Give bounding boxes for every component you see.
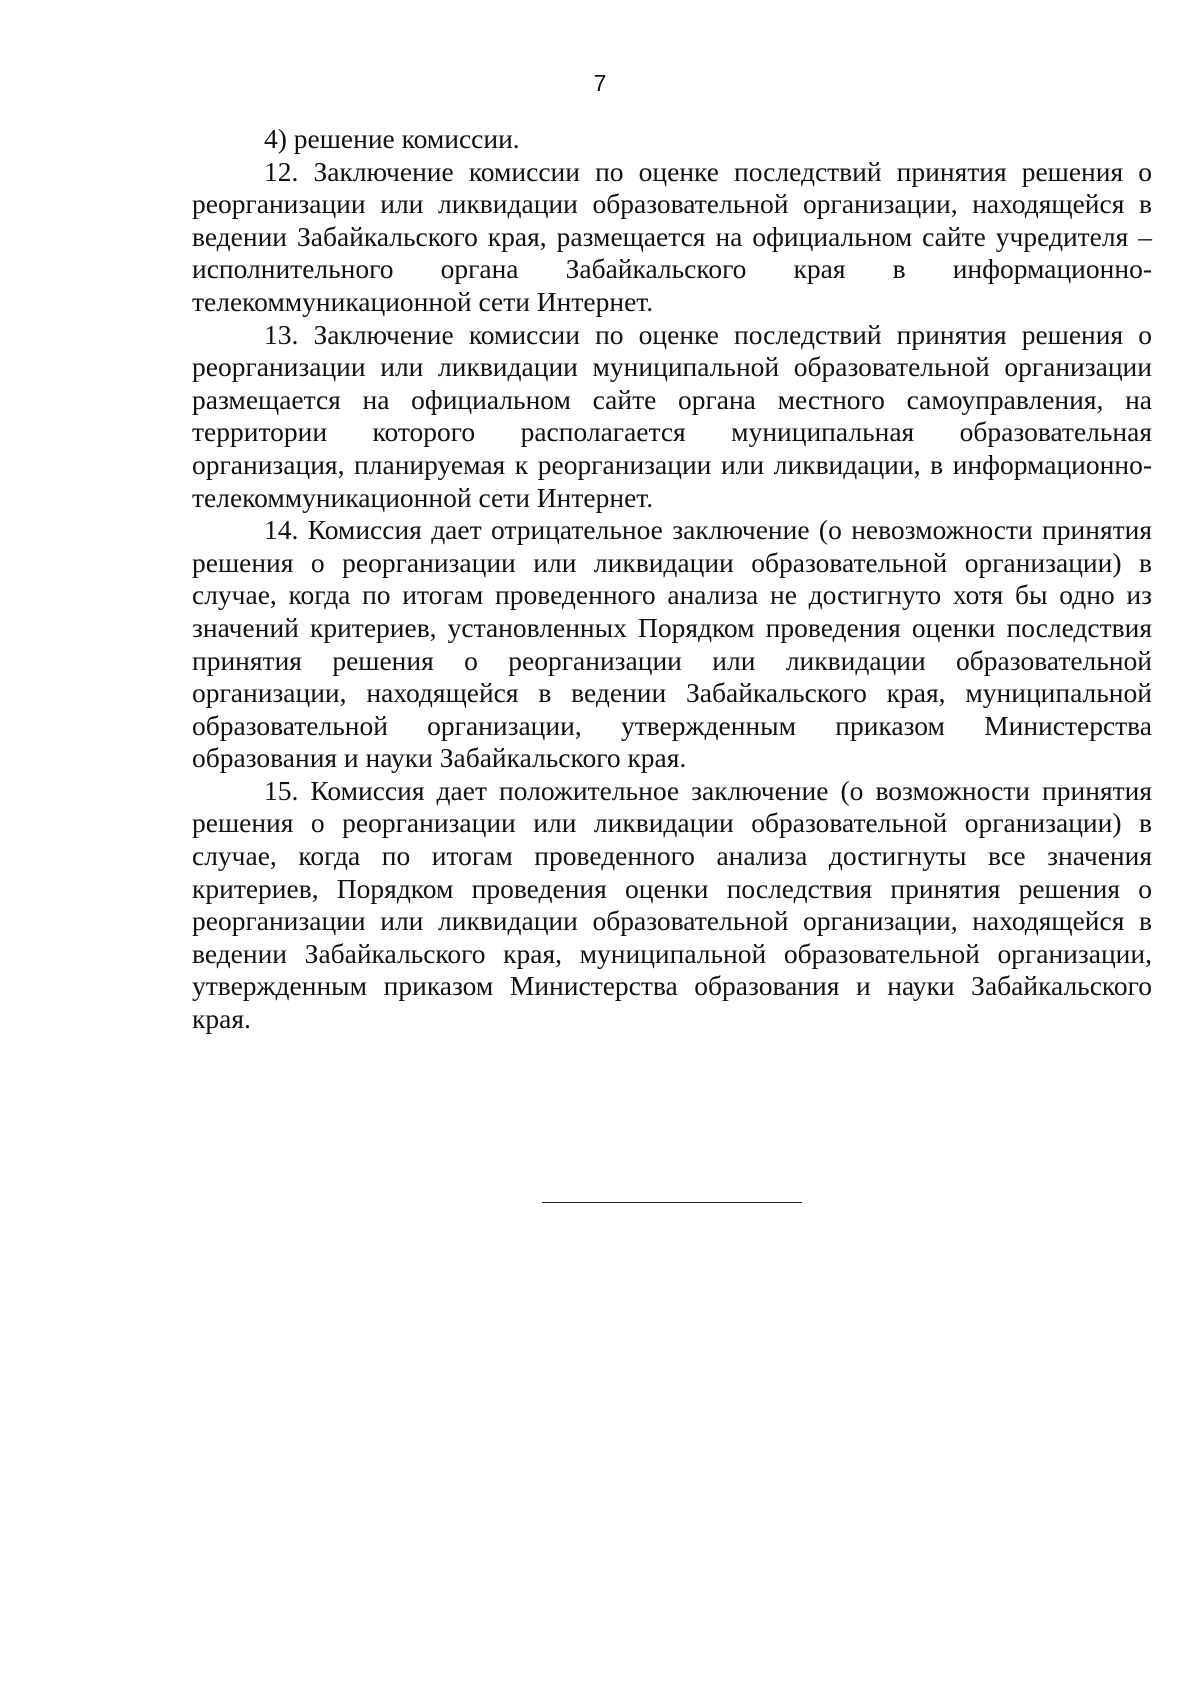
page-number: 7	[593, 70, 607, 96]
end-of-document-rule	[542, 1202, 802, 1203]
document-body	[192, 123, 1152, 1036]
paragraph-item-4: 4) решение комиссии.	[264, 123, 520, 154]
paragraph-13: 13. Заключение комиссии по оценке последствий принятия решения о реорганизации или ликвидации муниципальной образовательной организации размещается на официальном сайте органа местного самоуправления, на территории которого располагается муниципальная образовательная организация, планируемая к реорганизации или ликвидации, в информационно-телекоммуникационной сети Интернет.	[192, 318, 1152, 513]
paragraph-12: 12. Заключение комиссии по оценке последствий принятия решения о реорганизации или ликвидации образовательной организации, находящейся в ведении Забайкальского края, размещается на официальном сайте учредителя – исполнительного органа Забайкальского края в информационно-телекоммуникационной сети Интернет.	[192, 155, 1152, 317]
paragraph-14: 14. Комиссия дает отрицательное заключение (о невозможности принятия решения о реорганизации или ликвидации образовательной организации) в случае, когда по итогам проведенного анализа не достигнуто хотя бы одно из значений критериев, установленных Порядком проведения оценки последствия принятия решения о реорганизации или ликвидации образовательной организации, находящейся в ведении Забайкальского края, муниципальной образовательной организации, утвержденным приказом Министерства образования и науки Забайкальского края.	[192, 514, 1152, 774]
paragraph-15: 15. Комиссия дает положительное заключение (о возможности принятия решения о реорганизации или ликвидации образовательной организации) в случае, когда по итогам проведенного анализа достигнуты все значения критериев, Порядком проведения оценки последствия принятия решения о реорганизации или ликвидации образовательной организации, находящейся в ведении Забайкальского края, муниципальной образовательной организации, утвержденным приказом Министерства образования и науки Забайкальского края.	[192, 774, 1152, 1035]
